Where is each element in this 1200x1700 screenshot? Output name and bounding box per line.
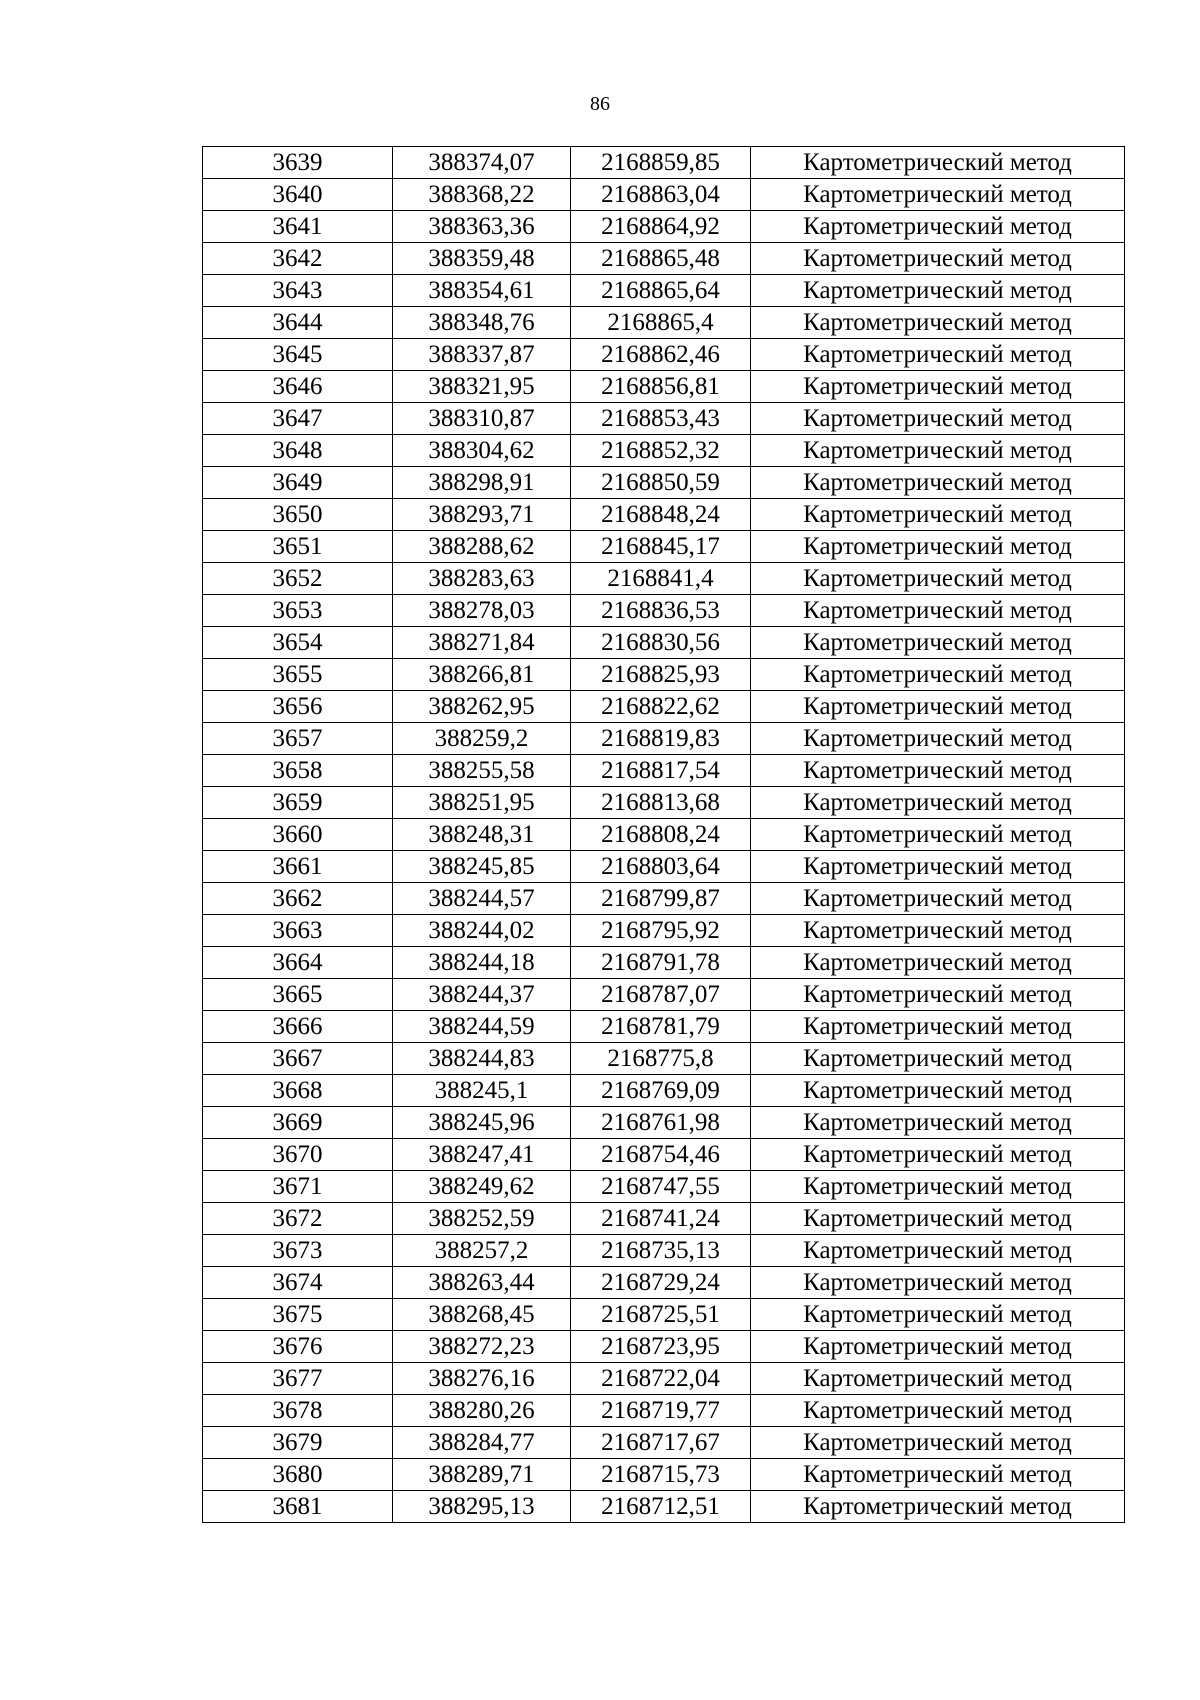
method-cell: Картометрический метод (751, 979, 1125, 1011)
x-coordinate-cell: 388266,81 (393, 659, 571, 691)
y-coordinate-cell: 2168729,24 (571, 1267, 751, 1299)
table-row (203, 627, 1125, 659)
method-cell: Картометрический метод (751, 1075, 1125, 1107)
point-number-cell: 3656 (203, 691, 393, 723)
method-cell: Картометрический метод (751, 243, 1125, 275)
x-coordinate-cell: 388288,62 (393, 531, 571, 563)
y-coordinate-cell: 2168723,95 (571, 1331, 751, 1363)
method-cell: Картометрический метод (751, 1267, 1125, 1299)
point-number-cell: 3680 (203, 1459, 393, 1491)
y-coordinate-cell: 2168822,62 (571, 691, 751, 723)
point-number-cell: 3645 (203, 339, 393, 371)
y-coordinate-cell: 2168845,17 (571, 531, 751, 563)
method-cell: Картометрический метод (751, 499, 1125, 531)
method-cell: Картометрический метод (751, 1395, 1125, 1427)
method-cell: Картометрический метод (751, 275, 1125, 307)
y-coordinate-cell: 2168848,24 (571, 499, 751, 531)
table-row (203, 1395, 1125, 1427)
x-coordinate-cell: 388271,84 (393, 627, 571, 659)
table-row (203, 915, 1125, 947)
table-row (203, 499, 1125, 531)
method-cell: Картометрический метод (751, 1011, 1125, 1043)
x-coordinate-cell: 388363,36 (393, 211, 571, 243)
table-row (203, 563, 1125, 595)
x-coordinate-cell: 388263,44 (393, 1267, 571, 1299)
y-coordinate-cell: 2168841,4 (571, 563, 751, 595)
x-coordinate-cell: 388295,13 (393, 1491, 571, 1523)
table-row (203, 691, 1125, 723)
y-coordinate-cell: 2168775,8 (571, 1043, 751, 1075)
table-row (203, 659, 1125, 691)
point-number-cell: 3650 (203, 499, 393, 531)
x-coordinate-cell: 388262,95 (393, 691, 571, 723)
point-number-cell: 3679 (203, 1427, 393, 1459)
table-row (203, 1011, 1125, 1043)
y-coordinate-cell: 2168865,48 (571, 243, 751, 275)
method-cell: Картометрический метод (751, 147, 1125, 179)
point-number-cell: 3651 (203, 531, 393, 563)
coordinates-table-body (203, 147, 1125, 1523)
method-cell: Картометрический метод (751, 563, 1125, 595)
table-row (203, 147, 1125, 179)
method-cell: Картометрический метод (751, 339, 1125, 371)
y-coordinate-cell: 2168850,59 (571, 467, 751, 499)
x-coordinate-cell: 388283,63 (393, 563, 571, 595)
x-coordinate-cell: 388293,71 (393, 499, 571, 531)
point-number-cell: 3649 (203, 467, 393, 499)
table-row (203, 883, 1125, 915)
table-row (203, 1203, 1125, 1235)
table-row (203, 1235, 1125, 1267)
x-coordinate-cell: 388304,62 (393, 435, 571, 467)
y-coordinate-cell: 2168808,24 (571, 819, 751, 851)
table-row (203, 403, 1125, 435)
x-coordinate-cell: 388272,23 (393, 1331, 571, 1363)
point-number-cell: 3667 (203, 1043, 393, 1075)
point-number-cell: 3642 (203, 243, 393, 275)
point-number-cell: 3662 (203, 883, 393, 915)
point-number-cell: 3657 (203, 723, 393, 755)
y-coordinate-cell: 2168735,13 (571, 1235, 751, 1267)
y-coordinate-cell: 2168747,55 (571, 1171, 751, 1203)
table-row (203, 1427, 1125, 1459)
table-row (203, 275, 1125, 307)
x-coordinate-cell: 388244,57 (393, 883, 571, 915)
y-coordinate-cell: 2168781,79 (571, 1011, 751, 1043)
point-number-cell: 3641 (203, 211, 393, 243)
x-coordinate-cell: 388255,58 (393, 755, 571, 787)
table-row (203, 1299, 1125, 1331)
point-number-cell: 3672 (203, 1203, 393, 1235)
y-coordinate-cell: 2168825,93 (571, 659, 751, 691)
y-coordinate-cell: 2168852,32 (571, 435, 751, 467)
x-coordinate-cell: 388298,91 (393, 467, 571, 499)
x-coordinate-cell: 388244,37 (393, 979, 571, 1011)
point-number-cell: 3673 (203, 1235, 393, 1267)
x-coordinate-cell: 388249,62 (393, 1171, 571, 1203)
method-cell: Картометрический метод (751, 947, 1125, 979)
method-cell: Картометрический метод (751, 371, 1125, 403)
x-coordinate-cell: 388244,59 (393, 1011, 571, 1043)
method-cell: Картометрический метод (751, 883, 1125, 915)
x-coordinate-cell: 388289,71 (393, 1459, 571, 1491)
table-row (203, 435, 1125, 467)
table-row (203, 787, 1125, 819)
y-coordinate-cell: 2168715,73 (571, 1459, 751, 1491)
y-coordinate-cell: 2168722,04 (571, 1363, 751, 1395)
x-coordinate-cell: 388354,61 (393, 275, 571, 307)
y-coordinate-cell: 2168725,51 (571, 1299, 751, 1331)
point-number-cell: 3681 (203, 1491, 393, 1523)
y-coordinate-cell: 2168769,09 (571, 1075, 751, 1107)
x-coordinate-cell: 388252,59 (393, 1203, 571, 1235)
point-number-cell: 3652 (203, 563, 393, 595)
y-coordinate-cell: 2168865,64 (571, 275, 751, 307)
table-row (203, 1139, 1125, 1171)
method-cell: Картометрический метод (751, 723, 1125, 755)
point-number-cell: 3665 (203, 979, 393, 1011)
table-row (203, 1171, 1125, 1203)
point-number-cell: 3660 (203, 819, 393, 851)
y-coordinate-cell: 2168836,53 (571, 595, 751, 627)
method-cell: Картометрический метод (751, 1331, 1125, 1363)
method-cell: Картометрический метод (751, 1107, 1125, 1139)
method-cell: Картометрический метод (751, 691, 1125, 723)
y-coordinate-cell: 2168754,46 (571, 1139, 751, 1171)
coordinates-table (202, 146, 1125, 1523)
point-number-cell: 3661 (203, 851, 393, 883)
point-number-cell: 3664 (203, 947, 393, 979)
point-number-cell: 3646 (203, 371, 393, 403)
point-number-cell: 3640 (203, 179, 393, 211)
table-row (203, 243, 1125, 275)
y-coordinate-cell: 2168761,98 (571, 1107, 751, 1139)
y-coordinate-cell: 2168799,87 (571, 883, 751, 915)
table-row (203, 947, 1125, 979)
point-number-cell: 3674 (203, 1267, 393, 1299)
method-cell: Картометрический метод (751, 1427, 1125, 1459)
x-coordinate-cell: 388348,76 (393, 307, 571, 339)
y-coordinate-cell: 2168817,54 (571, 755, 751, 787)
x-coordinate-cell: 388368,22 (393, 179, 571, 211)
table-row (203, 1043, 1125, 1075)
method-cell: Картометрический метод (751, 211, 1125, 243)
point-number-cell: 3663 (203, 915, 393, 947)
y-coordinate-cell: 2168712,51 (571, 1491, 751, 1523)
x-coordinate-cell: 388280,26 (393, 1395, 571, 1427)
x-coordinate-cell: 388359,48 (393, 243, 571, 275)
x-coordinate-cell: 388321,95 (393, 371, 571, 403)
method-cell: Картометрический метод (751, 467, 1125, 499)
point-number-cell: 3659 (203, 787, 393, 819)
point-number-cell: 3677 (203, 1363, 393, 1395)
point-number-cell: 3647 (203, 403, 393, 435)
y-coordinate-cell: 2168741,24 (571, 1203, 751, 1235)
y-coordinate-cell: 2168795,92 (571, 915, 751, 947)
table-row (203, 819, 1125, 851)
method-cell: Картометрический метод (751, 403, 1125, 435)
table-row (203, 1075, 1125, 1107)
y-coordinate-cell: 2168803,64 (571, 851, 751, 883)
method-cell: Картометрический метод (751, 819, 1125, 851)
y-coordinate-cell: 2168856,81 (571, 371, 751, 403)
y-coordinate-cell: 2168853,43 (571, 403, 751, 435)
table-row (203, 179, 1125, 211)
point-number-cell: 3648 (203, 435, 393, 467)
table-row (203, 979, 1125, 1011)
method-cell: Картометрический метод (751, 1203, 1125, 1235)
table-row (203, 723, 1125, 755)
table-row (203, 755, 1125, 787)
x-coordinate-cell: 388245,1 (393, 1075, 571, 1107)
table-row (203, 467, 1125, 499)
y-coordinate-cell: 2168863,04 (571, 179, 751, 211)
table-row (203, 371, 1125, 403)
point-number-cell: 3678 (203, 1395, 393, 1427)
x-coordinate-cell: 388284,77 (393, 1427, 571, 1459)
method-cell: Картометрический метод (751, 1139, 1125, 1171)
point-number-cell: 3658 (203, 755, 393, 787)
method-cell: Картометрический метод (751, 1363, 1125, 1395)
method-cell: Картометрический метод (751, 627, 1125, 659)
method-cell: Картометрический метод (751, 1491, 1125, 1523)
point-number-cell: 3676 (203, 1331, 393, 1363)
x-coordinate-cell: 388244,02 (393, 915, 571, 947)
point-number-cell: 3655 (203, 659, 393, 691)
table-row (203, 1267, 1125, 1299)
y-coordinate-cell: 2168862,46 (571, 339, 751, 371)
method-cell: Картометрический метод (751, 1235, 1125, 1267)
table-row (203, 307, 1125, 339)
x-coordinate-cell: 388244,83 (393, 1043, 571, 1075)
table-row (203, 851, 1125, 883)
method-cell: Картометрический метод (751, 755, 1125, 787)
y-coordinate-cell: 2168830,56 (571, 627, 751, 659)
page-number: 86 (590, 93, 610, 115)
method-cell: Картометрический метод (751, 659, 1125, 691)
x-coordinate-cell: 388278,03 (393, 595, 571, 627)
x-coordinate-cell: 388310,87 (393, 403, 571, 435)
point-number-cell: 3639 (203, 147, 393, 179)
table-row (203, 339, 1125, 371)
x-coordinate-cell: 388276,16 (393, 1363, 571, 1395)
x-coordinate-cell: 388251,95 (393, 787, 571, 819)
method-cell: Картометрический метод (751, 1459, 1125, 1491)
y-coordinate-cell: 2168864,92 (571, 211, 751, 243)
x-coordinate-cell: 388244,18 (393, 947, 571, 979)
method-cell: Картометрический метод (751, 595, 1125, 627)
table-row (203, 1459, 1125, 1491)
y-coordinate-cell: 2168717,67 (571, 1427, 751, 1459)
point-number-cell: 3675 (203, 1299, 393, 1331)
point-number-cell: 3666 (203, 1011, 393, 1043)
y-coordinate-cell: 2168719,77 (571, 1395, 751, 1427)
table-row (203, 1491, 1125, 1523)
x-coordinate-cell: 388247,41 (393, 1139, 571, 1171)
point-number-cell: 3670 (203, 1139, 393, 1171)
method-cell: Картометрический метод (751, 851, 1125, 883)
y-coordinate-cell: 2168859,85 (571, 147, 751, 179)
point-number-cell: 3671 (203, 1171, 393, 1203)
x-coordinate-cell: 388245,85 (393, 851, 571, 883)
table-row (203, 1107, 1125, 1139)
x-coordinate-cell: 388268,45 (393, 1299, 571, 1331)
y-coordinate-cell: 2168865,4 (571, 307, 751, 339)
y-coordinate-cell: 2168791,78 (571, 947, 751, 979)
point-number-cell: 3644 (203, 307, 393, 339)
table-row (203, 1331, 1125, 1363)
x-coordinate-cell: 388257,2 (393, 1235, 571, 1267)
x-coordinate-cell: 388259,2 (393, 723, 571, 755)
x-coordinate-cell: 388337,87 (393, 339, 571, 371)
table-row (203, 531, 1125, 563)
point-number-cell: 3668 (203, 1075, 393, 1107)
table-row (203, 1363, 1125, 1395)
point-number-cell: 3669 (203, 1107, 393, 1139)
method-cell: Картометрический метод (751, 915, 1125, 947)
method-cell: Картометрический метод (751, 307, 1125, 339)
method-cell: Картометрический метод (751, 435, 1125, 467)
method-cell: Картометрический метод (751, 179, 1125, 211)
y-coordinate-cell: 2168813,68 (571, 787, 751, 819)
table-row (203, 595, 1125, 627)
point-number-cell: 3643 (203, 275, 393, 307)
method-cell: Картометрический метод (751, 1299, 1125, 1331)
x-coordinate-cell: 388248,31 (393, 819, 571, 851)
x-coordinate-cell: 388245,96 (393, 1107, 571, 1139)
method-cell: Картометрический метод (751, 1171, 1125, 1203)
y-coordinate-cell: 2168819,83 (571, 723, 751, 755)
y-coordinate-cell: 2168787,07 (571, 979, 751, 1011)
method-cell: Картометрический метод (751, 531, 1125, 563)
point-number-cell: 3653 (203, 595, 393, 627)
x-coordinate-cell: 388374,07 (393, 147, 571, 179)
table-row (203, 211, 1125, 243)
point-number-cell: 3654 (203, 627, 393, 659)
method-cell: Картометрический метод (751, 787, 1125, 819)
method-cell: Картометрический метод (751, 1043, 1125, 1075)
